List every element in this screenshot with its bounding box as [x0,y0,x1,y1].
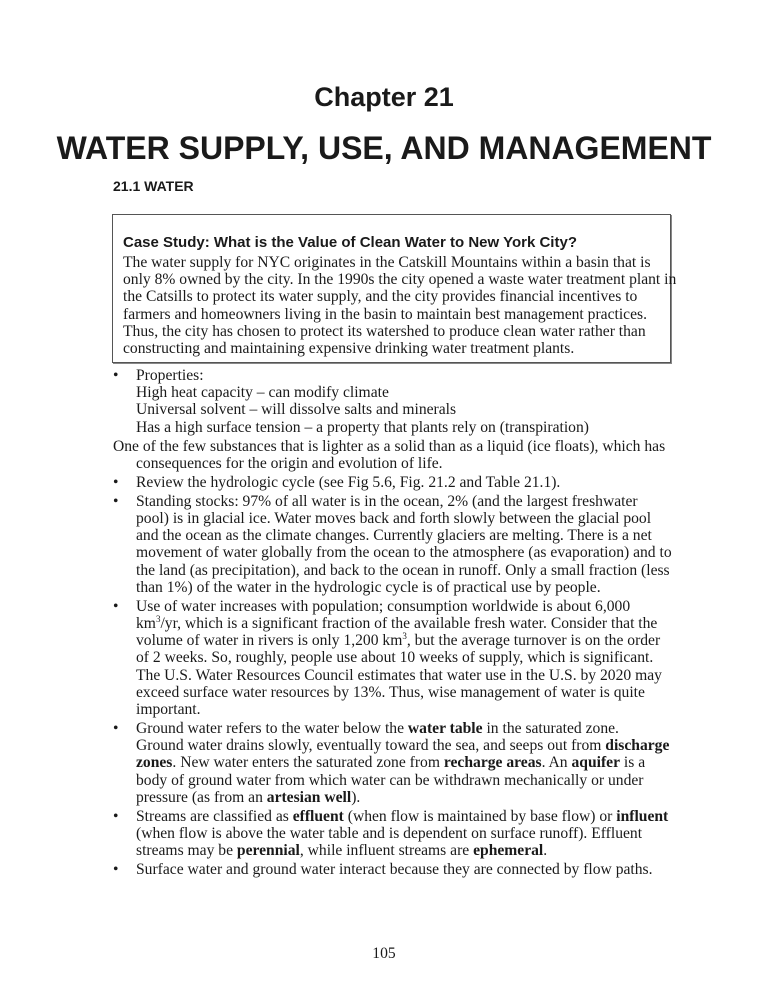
text-line [136,684,672,701]
bullet-item [113,367,672,436]
bold-term: discharge [605,737,670,755]
text-line [136,562,672,579]
bullet-item [113,720,672,806]
text-span: in the saturated zone. [482,720,619,738]
text-span: the land (as precipitation), and back to the ocean in runoff. Only a small fraction (less [136,561,670,579]
bullet-icon: • [113,807,119,825]
bold-term: influent [616,807,669,825]
bold-term: zones [136,754,173,772]
text-line [136,510,672,527]
text-line [136,598,672,615]
bullet-list [113,367,672,880]
text-span: . An [541,754,572,772]
superscript: 3 [402,631,407,642]
bold-term: recharge areas [443,754,542,772]
bullet-item [113,808,672,860]
case-study-line: The water supply for NYC originates in the Catskill Mountains within a basin that is [123,254,651,271]
text-span: Streams are classified as [136,807,293,825]
text-span: streams may be [136,842,237,860]
chapter-title: WATER SUPPLY, USE, AND MANAGEMENT [56,130,712,166]
text-line [136,632,672,649]
text-span: (when flow is maintained by base flow) or [343,807,617,825]
text-span: The U.S. Water Resources Council estimates that water use in the U.S. by 2020 may [136,666,662,684]
text-line [136,861,672,878]
text-span: km [136,615,156,633]
bold-term: aquifer [571,754,621,772]
text-line [136,789,672,806]
text-line [136,825,672,842]
text-span: Has a high surface tension – a property that plants rely on (transpiration) [136,418,589,436]
text-span: Ground water drains slowly, eventually toward the sea, and seeps out from [136,737,606,755]
text-span: , while influent streams are [299,842,474,860]
bold-term: artesian well [266,788,352,806]
text-span: exceed surface water resources by 13%. Thus, wise management of water is quite [136,683,645,701]
text-span: Use of water increases with population; consumption worldwide is about 6,000 [136,597,631,615]
bold-term: water table [407,720,483,738]
text-span: , but the average turnover is on the order [406,632,661,650]
text-line [136,474,672,491]
superscript: 3 [155,614,161,625]
bullet-icon: • [113,597,119,615]
text-line [136,649,672,666]
text-span: . [543,842,548,860]
case-study-title: Case Study: What is the Value of Clean Water to New York City? [123,234,577,251]
text-span: High heat capacity – can modify climate [136,384,389,402]
text-line [136,493,672,510]
text-span: Ground water refers to the water below the [136,720,408,738]
text-line [136,401,672,418]
text-line [136,384,672,401]
text-span: pressure (as from an [136,788,267,806]
text-span: volume of water in rivers is only 1,200 km [136,632,403,650]
text-span: consequences for the origin and evolution of life. [136,454,443,472]
text-line [113,438,672,455]
text-line [136,579,672,596]
text-span: body of ground water from which water can be withdrawn mechanically or under [136,771,644,789]
text-span: Surface water and ground water interact because they are connected by flow paths. [136,861,653,879]
text-span: ). [351,788,361,806]
bullet-item [113,493,672,596]
text-line [136,754,672,771]
bullet-icon: • [113,473,119,491]
text-line [136,842,672,859]
text-span: Standing stocks: 97% of all water is in the ocean, 2% (and the largest freshwater [136,492,638,510]
text-span: . New water enters the saturated zone from [172,754,444,772]
page-number: 105 [372,945,396,962]
text-span: Review the hydrologic cycle (see Fig 5.6, Fig. 21.2 and Table 21.1). [136,473,561,491]
text-line [136,367,672,384]
text-line [136,737,672,754]
bullet-icon: • [113,492,119,510]
bullet-icon: • [113,367,119,384]
bold-term: ephemeral [473,842,544,860]
text-line [136,419,672,436]
bullet-icon: • [113,861,119,879]
text-line [136,615,672,632]
case-study-box [112,214,677,363]
case-study-line: farmers and homeowners living in the basin to maintain best management practices. [123,305,647,323]
bullet-item [113,598,672,718]
text-span: is a [620,754,646,772]
bold-term: perennial [236,842,300,860]
text-span: movement of water globally from the ocean to the atmosphere (as evaporation) and to [136,544,672,562]
text-span: Universal solvent – will dissolve salts and minerals [136,401,457,419]
text-span: One of the few substances that is lighter as a solid than as a liquid (ice floats), which has [113,437,666,455]
section-heading: 21.1 WATER [113,178,194,194]
text-line [136,701,672,718]
case-study-body [123,254,676,357]
text-span: than 1%) of the water in the hydrologic cycle is of practical use by people. [136,578,601,596]
text-span: /yr, which is a significant fraction of the available fresh water. Consider that the [160,615,658,633]
text-span: (when flow is above the water table and is dependent on surface runoff). Effluent [136,825,643,843]
bullet-item [113,861,672,878]
paragraph [113,438,672,472]
text-span: of 2 weeks. So, roughly, people use about 10 weeks of supply, which is significant. [136,649,654,667]
text-line [136,527,672,544]
text-line [136,772,672,789]
text-line [113,455,672,472]
chapter-heading: Chapter 21 [314,82,454,112]
case-study-line: constructing and maintaining expensive drinking water treatment plants. [123,340,575,358]
case-study-line: only 8% owned by the city. In the 1990s the city opened a waste water treatment plant in [123,271,677,289]
bullet-icon: • [113,720,119,738]
text-span: and the ocean as the climate changes. Currently glaciers are melting. There is a net [136,527,652,545]
text-line [136,667,672,684]
case-study-line: Thus, the city has chosen to protect its watershed to produce clean water rather than [123,322,646,340]
text-line [136,720,672,737]
text-line [136,544,672,561]
text-span: pool) is in glacial ice. Water moves back and forth slowly between the glacial pool [136,510,652,528]
text-line [136,808,672,825]
case-study-line: the Catsills to protect its water supply, and the city provides financial incentives to [123,288,638,306]
text-span: Properties: [136,367,204,384]
text-span: important. [136,701,201,719]
bullet-item [113,474,672,491]
bold-term: effluent [292,807,344,825]
